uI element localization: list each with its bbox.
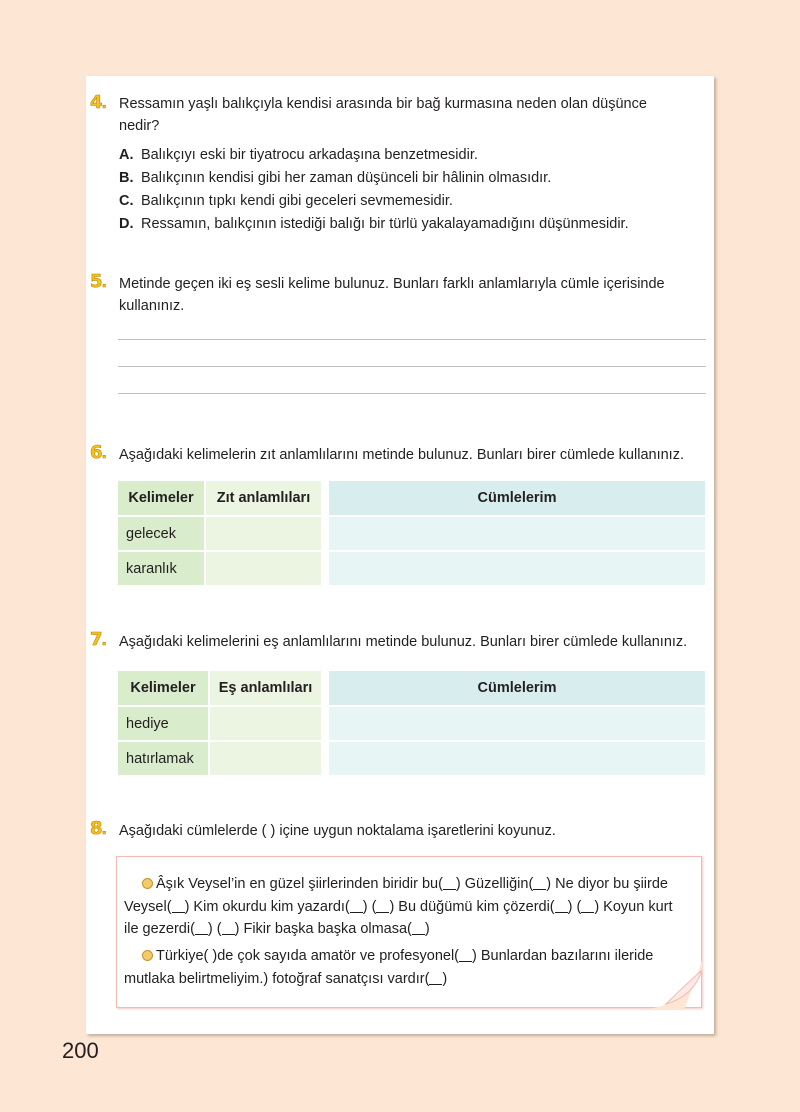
blank-field[interactable] (555, 898, 568, 913)
blank-field[interactable] (350, 898, 363, 913)
question-6-text: Aşağıdaki kelimelerin zıt anlamlılarını metinde bulunuz. Bunları birer cümlede kullanınız. (119, 447, 684, 463)
blank-field[interactable] (376, 898, 389, 913)
question-8-text: Aşağıdaki cümlelerde ( ) içine uygun noktalama işaretlerini koyunuz. (119, 823, 556, 839)
blank-field[interactable] (459, 947, 472, 962)
answer-line-3[interactable] (118, 393, 706, 394)
question-7-number: 7. (90, 629, 106, 650)
question-5-number: 5. (90, 271, 106, 292)
synonym-input-cell[interactable] (210, 742, 321, 775)
blank-field[interactable] (222, 920, 235, 935)
blank-field[interactable] (429, 970, 442, 985)
bullet-icon (142, 878, 153, 889)
sentence-input-cell[interactable] (329, 742, 705, 775)
header-cumlelerim: Cümlelerim (329, 671, 705, 705)
word-cell: hatırlamak (118, 742, 208, 775)
question-4-line2: nedir? (119, 118, 160, 134)
question-4-line1: Ressamın yaşlı balıkçıyla kendisi arasında bir bağ kurmasına neden olan düşünce (119, 96, 647, 112)
question-8-number: 8. (90, 818, 106, 839)
question-7-text: Aşağıdaki kelimelerini eş anlamlılarını metinde bulunuz. Bunları birer cümlede kullanınız. (119, 634, 688, 650)
blank-field[interactable] (443, 875, 456, 890)
header-es-anlamlilari: Eş anlamlıları (210, 671, 321, 705)
page-number: 200 (62, 1038, 99, 1063)
option-a[interactable]: A. Balıkçıyı eski bir tiyatrocu arkadaşına benzetmesidir. (119, 147, 478, 163)
word-cell: hediye (118, 707, 208, 740)
word-cell: karanlık (118, 552, 204, 585)
blank-field[interactable] (533, 875, 546, 890)
question-5-line2: kullanınız. (119, 298, 185, 314)
header-kelimeler: Kelimeler (118, 481, 204, 515)
header-cumlelerim: Cümlelerim (329, 481, 705, 515)
header-zit-anlamlilari: Zıt anlamlıları (206, 481, 321, 515)
question-5-text (119, 273, 665, 317)
header-kelimeler: Kelimeler (118, 671, 208, 705)
blank-field[interactable] (412, 920, 425, 935)
sentence-input-cell[interactable] (329, 552, 705, 585)
exercise-paragraph-1: Âşık Veysel’in en güzel şiirlerinden biridir bu( ) Güzelliğin( ) Ne diyor bu şiirde Veysel( ) Kim okurdu kim yazardı( ) ( ) Bu düğümü kim çözerdi( ) ( ) Koyun kurt ile gezerdi( ) ( ) Fikir başka başka olmasa( ) (124, 876, 673, 937)
exercise-paragraph-2: Türkiye( )de çok sayıda amatör ve profesyonel( ) Bunlardan bazılarını ileride mutlaka belirtmeliyim.) fotoğraf sanatçısı vardır( ) (124, 948, 654, 987)
bullet-icon (142, 950, 153, 961)
word-cell: gelecek (118, 517, 204, 550)
sentence-input-cell[interactable] (329, 517, 705, 550)
answer-line-1[interactable] (118, 339, 706, 340)
option-d[interactable]: D. Ressamın, balıkçının istediği balığı bir türlü yakalayamadığını düşünmesidir. (119, 216, 629, 232)
blank-field[interactable] (195, 920, 208, 935)
question-4-text (119, 93, 647, 137)
question-5-line1: Metinde geçen iki eş sesli kelime bulunuz. Bunları farklı anlamlarıyla cümle içerisinde (119, 276, 665, 292)
antonym-input-cell[interactable] (206, 552, 321, 585)
blank-field[interactable] (581, 898, 594, 913)
blank-field[interactable] (172, 898, 185, 913)
question-4-number: 4. (90, 92, 106, 113)
answer-line-2[interactable] (118, 366, 706, 367)
option-c[interactable]: C. Balıkçının tıpkı kendi gibi geceleri sevmemesidir. (119, 193, 453, 209)
antonym-input-cell[interactable] (206, 517, 321, 550)
sentence-input-cell[interactable] (329, 707, 705, 740)
question-6-number: 6. (90, 442, 106, 463)
synonym-input-cell[interactable] (210, 707, 321, 740)
option-b[interactable]: B. Balıkçının kendisi gibi her zaman düşünceli bir hâlinin olmasıdır. (119, 170, 552, 186)
